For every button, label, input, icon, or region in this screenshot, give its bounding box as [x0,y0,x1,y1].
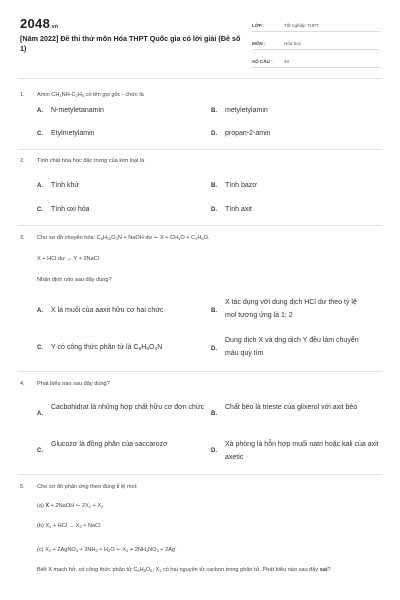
question-3-line-2: X + HCl dư → Y + 2NaCl [37,256,99,262]
equation-a: (a) X + 2NaOH ↼ $2X_1 + X_2$ [37,503,104,509]
question-1 [20,91,380,100]
question-stem: 5. Cho sơ đồ phản ứng theo đúng tỉ lệ mol: [20,484,138,490]
option-3d[interactable]: D. Dung dịch X và dng dịch Y đều làm chuyển màu quỳ tím [211,337,359,357]
question-3-line-3: Nhận định nào sau đây đúng? [37,277,112,283]
arrow-icon: ↼ [153,235,159,241]
site-logo[interactable]: 2048.vn [20,16,59,31]
question-stem: 3. Cho sơ đồ chuyển hóa: $C_8H_{15}O_4N$ + NaOH dư ↼ $X + CH_4O + C_2H_6O$. [20,235,210,241]
option-4b[interactable]: B. Chất béo là trieste của glixerol với axit béo [211,404,358,417]
option-1a[interactable]: A. N-metyletanamin [37,107,104,114]
divider [18,149,382,150]
question-stem: 2. Tính chất hóa học đặc trưng của kim loại là [20,158,145,164]
option-1c[interactable]: C. Etylmetylamin [37,130,95,137]
option-1b[interactable]: B. metyletylamin [211,107,268,114]
option-3b[interactable]: B. X tác dụng với dung dịch HCl dư theo tỷ lệ mol tương ứng là 1: 2 [211,299,357,319]
option-3a[interactable]: A. X là muối của aaxit hữu cơ hai chức [37,307,164,314]
option-2d[interactable]: D. Tính axit [211,206,252,213]
meta-row-class: LỚP : Tốt nghiệp THPT [252,16,380,32]
option-2c[interactable]: C. Tính oxi hóa [37,206,90,213]
option-4c[interactable]: C. Glucozơ là đồng phân của saccarozơ [37,441,168,454]
arrow-icon: ↼ [116,546,121,553]
option-2a[interactable]: A. Tính khử [37,182,80,189]
question-3 [20,234,380,243]
option-2b[interactable]: B. Tính bazơ [211,182,257,189]
question-5 [20,483,380,491]
divider [18,78,382,79]
question-2 [20,157,380,165]
question-4 [20,380,380,388]
meta-row-subject: MÔN : Hóa học [252,34,380,50]
arrow-icon: ↼ [75,503,81,509]
equation-c: (c) $X_2$ + 2AgNO$_3$ + $3NH_3 + H_2O$ ↼ $X_4 + 2NH_4NO_3 + 2Ag^↓$ [37,544,177,553]
meta-row-count: SỐ CÂU : 40 [252,52,380,68]
divider [18,225,382,226]
question-stem: 4. Phát biểu nào sau đây đúng? [20,381,110,387]
page-title: [Năm 2022] Đề thi thử môn Hóa THPT Quốc gia có lời giải (Đề số 1) [20,34,241,53]
divider [18,371,382,372]
option-4a[interactable]: A. Cacbohidrat là những hợp chất hữu cơ đơn chức [37,404,205,417]
option-3c[interactable]: C. Y có công thức phân tử là $C_5H_9O_4N$ [37,344,163,352]
divider [18,474,382,475]
option-4d[interactable]: D. Xà phòng là hỗn hợp muối natri hoặc kali của axit axetic [211,441,379,461]
question-5-tail: Biết X mạch hở, có công thức phân tử $C_6H_8O_5$; $X_1$ có hai nguyên tử cacbon trong phân tử. Phát biểu nào sau đây sai? [37,567,331,573]
equation-b: (b) $X_1$ + HCl → $X_3$ + NaCl [37,523,101,529]
question-stem: 1. Amin $CH_3NH-C_2H_5$ có tên gọi gốc - chức là [20,92,144,98]
exam-meta [252,16,380,70]
option-1d[interactable]: D. propan-2-amin [211,130,271,137]
